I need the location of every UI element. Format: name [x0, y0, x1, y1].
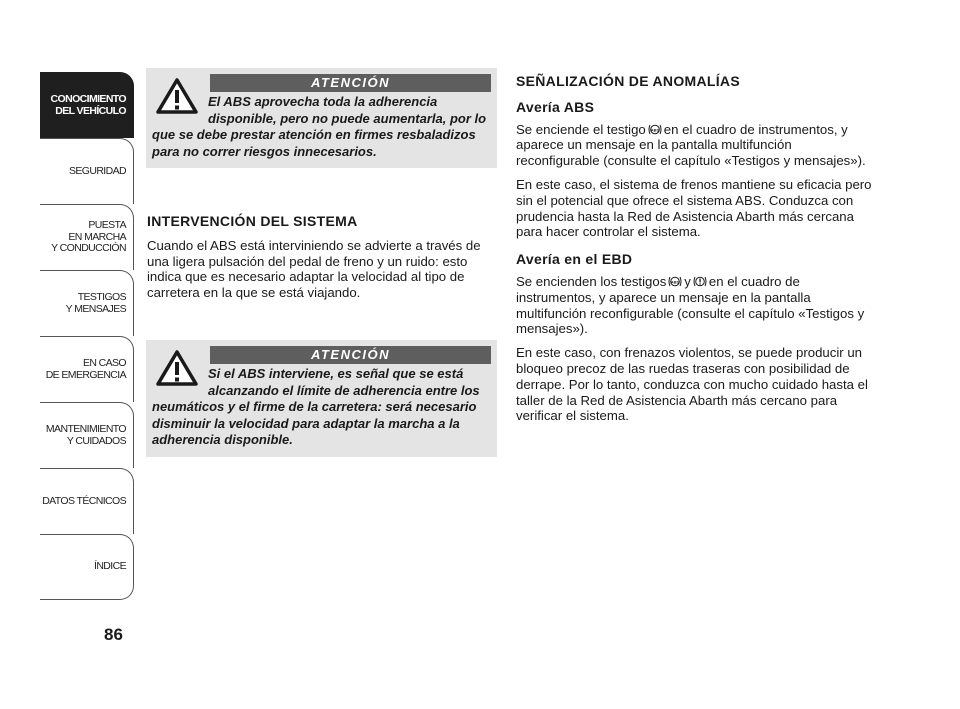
warning-triangle-icon — [156, 350, 198, 386]
tab-label: SEGURIDAD — [68, 164, 126, 177]
section-title: INTERVENCIÓN DEL SISTEMA — [147, 213, 358, 229]
tab-datos-tecnicos[interactable] — [40, 468, 134, 534]
warning-box-abs-intervention — [146, 340, 497, 457]
ebd-fault-title: Avería en el EBD — [516, 251, 633, 268]
chapter-tabs — [40, 72, 134, 600]
tab-indice[interactable] — [40, 534, 134, 600]
page-number: 86 — [104, 625, 123, 644]
tab-conocimiento-del-vehiculo[interactable] — [40, 72, 134, 138]
abs-warning-lamp-icon — [668, 275, 682, 288]
tab-mantenimiento-y-cuidados[interactable] — [40, 402, 134, 468]
tab-label: EN CASO DE EMERGENCIA — [45, 357, 126, 381]
intervention-body: Cuando el ABS está interviniendo se advierte a través de una ligera pulsación del pedal de freno y un ruido: esto indica que es necesario adaptar la velocidad al tipo de carretera en la que se está viajando. — [147, 237, 481, 301]
svg-text:ABS: ABS — [650, 126, 660, 132]
tab-puesta-en-marcha[interactable] — [40, 204, 134, 270]
abs-fault-title: Avería ABS — [516, 98, 595, 115]
tab-label: MANTENIMIENTO Y CUIDADOS — [45, 423, 126, 447]
ebd-fault-paragraph-2: En este caso, con frenazos violentos, se puede producir un bloqueo precoz de las ruedas traseras con posibilidad de derrape. Por lo tanto, conduzca con mucho cuidado hasta el taller de la Red de Asistencia Abarth más cercano para verificar el sistema. — [516, 345, 868, 424]
warning-triangle-icon — [156, 78, 198, 114]
tab-label: PUESTA EN MARCHA Y CONDUCCIÓN — [51, 219, 126, 255]
anomaly-section — [516, 74, 876, 432]
tab-label: TESTIGOS Y MENSAJES — [65, 291, 126, 315]
tab-testigos-y-mensajes[interactable] — [40, 270, 134, 336]
ebd-fault-paragraph-1: Se encienden los testigos ABS y en el cuadro de instrumentos, y aparece un mensaje en la pantalla multifunción reconfigurable (consulte el capítulo «Testigos y mensajes»). — [516, 273, 865, 337]
abs-fault-paragraph-2: En este caso, el sistema de frenos mantiene su eficacia pero sin el potencial que ofrece el sistema ABS. Conduzca con prudencia hasta la Red de Asistencia Abarth más cercana para hacer controlar el sistema. — [516, 176, 872, 240]
section-title: SEÑALIZACIÓN DE ANOMALÍAS — [516, 73, 740, 89]
tab-label: ÍNDICE — [94, 560, 126, 573]
warning-box-abs-adherence — [146, 68, 497, 168]
tab-label: DATOS TÉCNICOS — [42, 494, 126, 507]
svg-text:ABS: ABS — [671, 279, 680, 285]
tab-seguridad[interactable] — [40, 138, 134, 204]
warning-text: Si el ABS interviene, es señal que se está alcanzando el límite de adherencia entre los neumáticos y el firme de la carretera: será necesario disminuir la velocidad para adaptar la marcha a la adherencia disponible. — [152, 366, 480, 447]
warning-text: El ABS aprovecha toda la adherencia disponible, pero no puede aumentarla, por lo que se debe prestar atención en firmes resbaladizos para no correr riesgos innecesarios. — [152, 94, 487, 159]
abs-warning-lamp-icon — [648, 123, 662, 136]
warning-header: ATENCIÓN — [210, 346, 491, 364]
intervention-section — [147, 214, 497, 309]
tab-label: CONOCIMIENTO DEL VEHÍCULO — [50, 93, 126, 117]
abs-fault-paragraph-1: Se enciende el testigo ABS en el cuadro de instrumentos, y aparece un mensaje en la pantalla multifunción reconfigurable (consulte el capítulo «Testigos y mensajes»). — [516, 121, 866, 169]
tab-en-caso-de-emergencia[interactable] — [40, 336, 134, 402]
warning-header: ATENCIÓN — [210, 74, 491, 92]
brake-warning-lamp-icon — [693, 275, 707, 288]
